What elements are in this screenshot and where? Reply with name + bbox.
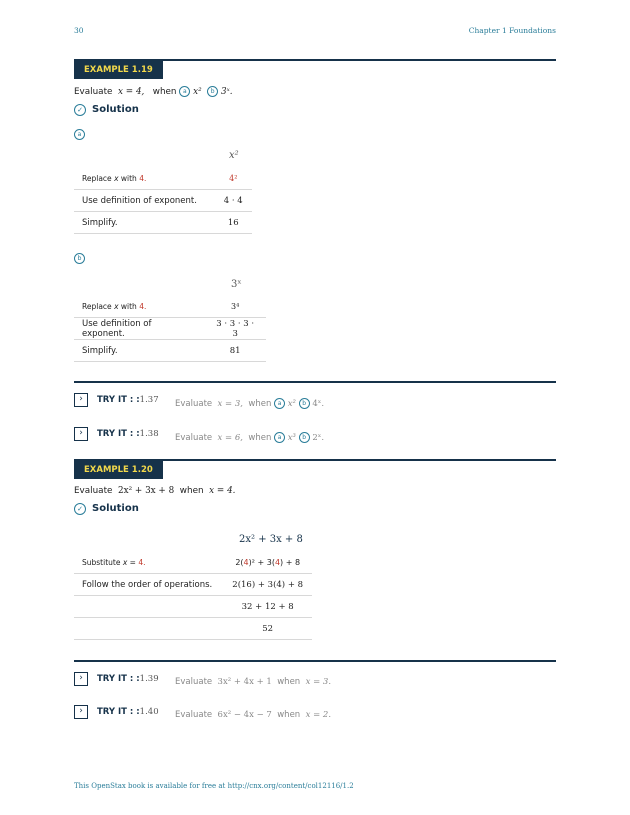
section-rule (74, 660, 556, 662)
part-a-expr: x² (193, 87, 202, 97)
part-b-marker: b (207, 86, 218, 97)
table-row (74, 552, 312, 574)
try-it-problem: Evaluate 6x² − 4x − 7 when x = 2. (175, 710, 332, 720)
example-label: EXAMPLE 1.19 (74, 61, 163, 79)
table-row (74, 596, 312, 618)
result-cell: 52 (223, 618, 312, 640)
part-a-circle-icon: a (74, 129, 85, 140)
solution-heading: Solution (92, 104, 139, 115)
solution-table-a (74, 168, 252, 234)
when-text: when (152, 87, 177, 97)
try-it-chevron-icon[interactable]: › (74, 393, 88, 407)
footer-link[interactable]: This OpenStax book is available for free at http://cnx.org/content/col12116/1.2 (74, 782, 354, 790)
step-cell (74, 596, 223, 618)
table-expression: 2x² + 3x + 8 (239, 534, 303, 545)
result-cell: 16 (215, 212, 252, 234)
part-a-marker: a (179, 86, 190, 97)
check-icon: ✓ (74, 503, 86, 515)
try-it-problem: Evaluate x = 3, when a x² b 4ˣ. (175, 399, 325, 409)
table-b-expression: 3ˣ (231, 279, 242, 290)
step-cell: Simplify. (74, 340, 204, 362)
step-cell: Use definition of exponent. (74, 318, 204, 340)
page-number: 30 (74, 26, 84, 35)
try-it-chevron-icon[interactable]: › (74, 705, 88, 719)
condition: x = 4, (118, 87, 145, 97)
try-it-chevron-icon[interactable]: › (74, 427, 88, 441)
chapter-title: Chapter 1 Foundations (468, 26, 556, 35)
result-cell: 2(4)² + 3(4) + 8 (223, 552, 312, 574)
example-problem: Evaluate 2x² + 3x + 8 when x = 4. (74, 486, 236, 496)
table-row (74, 168, 252, 190)
table-row (74, 318, 266, 340)
solution-table (74, 552, 312, 640)
part-a-marker: a (274, 432, 285, 443)
solution-heading: Solution (92, 503, 139, 514)
evaluate-text: Evaluate (74, 87, 113, 97)
section-rule (74, 381, 556, 383)
result-cell: 3 · 3 · 3 · 3 (204, 318, 266, 340)
table-row (74, 190, 252, 212)
part-a-marker: a (274, 398, 285, 409)
step-cell: Replace x with 4. (74, 168, 215, 190)
table-row (74, 574, 312, 596)
check-icon: ✓ (74, 104, 86, 116)
table-a-expression: x² (229, 150, 239, 161)
result-cell: 3⁴ (204, 296, 266, 318)
part-b-marker: b (299, 432, 310, 443)
table-row (74, 340, 266, 362)
step-cell: Substitute x = 4. (74, 552, 223, 574)
result-cell: 2(16) + 3(4) + 8 (223, 574, 312, 596)
part-b-label (74, 248, 85, 267)
step-cell: Follow the order of operations. (74, 574, 223, 596)
part-b-expr: 3ˣ. (221, 87, 233, 97)
example-label: EXAMPLE 1.20 (74, 461, 163, 479)
try-it-label: TRY IT : :1.39 (97, 674, 159, 684)
table-row (74, 212, 252, 234)
step-cell: Use definition of exponent. (74, 190, 215, 212)
try-it-label: TRY IT : :1.40 (97, 707, 159, 717)
try-it-label: TRY IT : :1.38 (97, 429, 159, 439)
try-it-label: TRY IT : :1.37 (97, 395, 159, 405)
example-problem (74, 86, 233, 97)
try-it-problem: Evaluate 3x² + 4x + 1 when x = 3. (175, 677, 332, 687)
part-b-circle-icon: b (74, 253, 85, 264)
result-cell: 4² (215, 168, 252, 190)
table-row (74, 618, 312, 640)
part-b-marker: b (299, 398, 310, 409)
step-cell: Replace x with 4. (74, 296, 204, 318)
table-row (74, 296, 266, 318)
part-a-label (74, 124, 85, 143)
result-cell: 4 · 4 (215, 190, 252, 212)
try-it-problem: Evaluate x = 6, when a x³ b 2ˣ. (175, 433, 325, 443)
solution-table-b (74, 296, 266, 362)
result-cell: 81 (204, 340, 266, 362)
step-cell: Simplify. (74, 212, 215, 234)
try-it-chevron-icon[interactable]: › (74, 672, 88, 686)
result-cell: 32 + 12 + 8 (223, 596, 312, 618)
step-cell (74, 618, 223, 640)
